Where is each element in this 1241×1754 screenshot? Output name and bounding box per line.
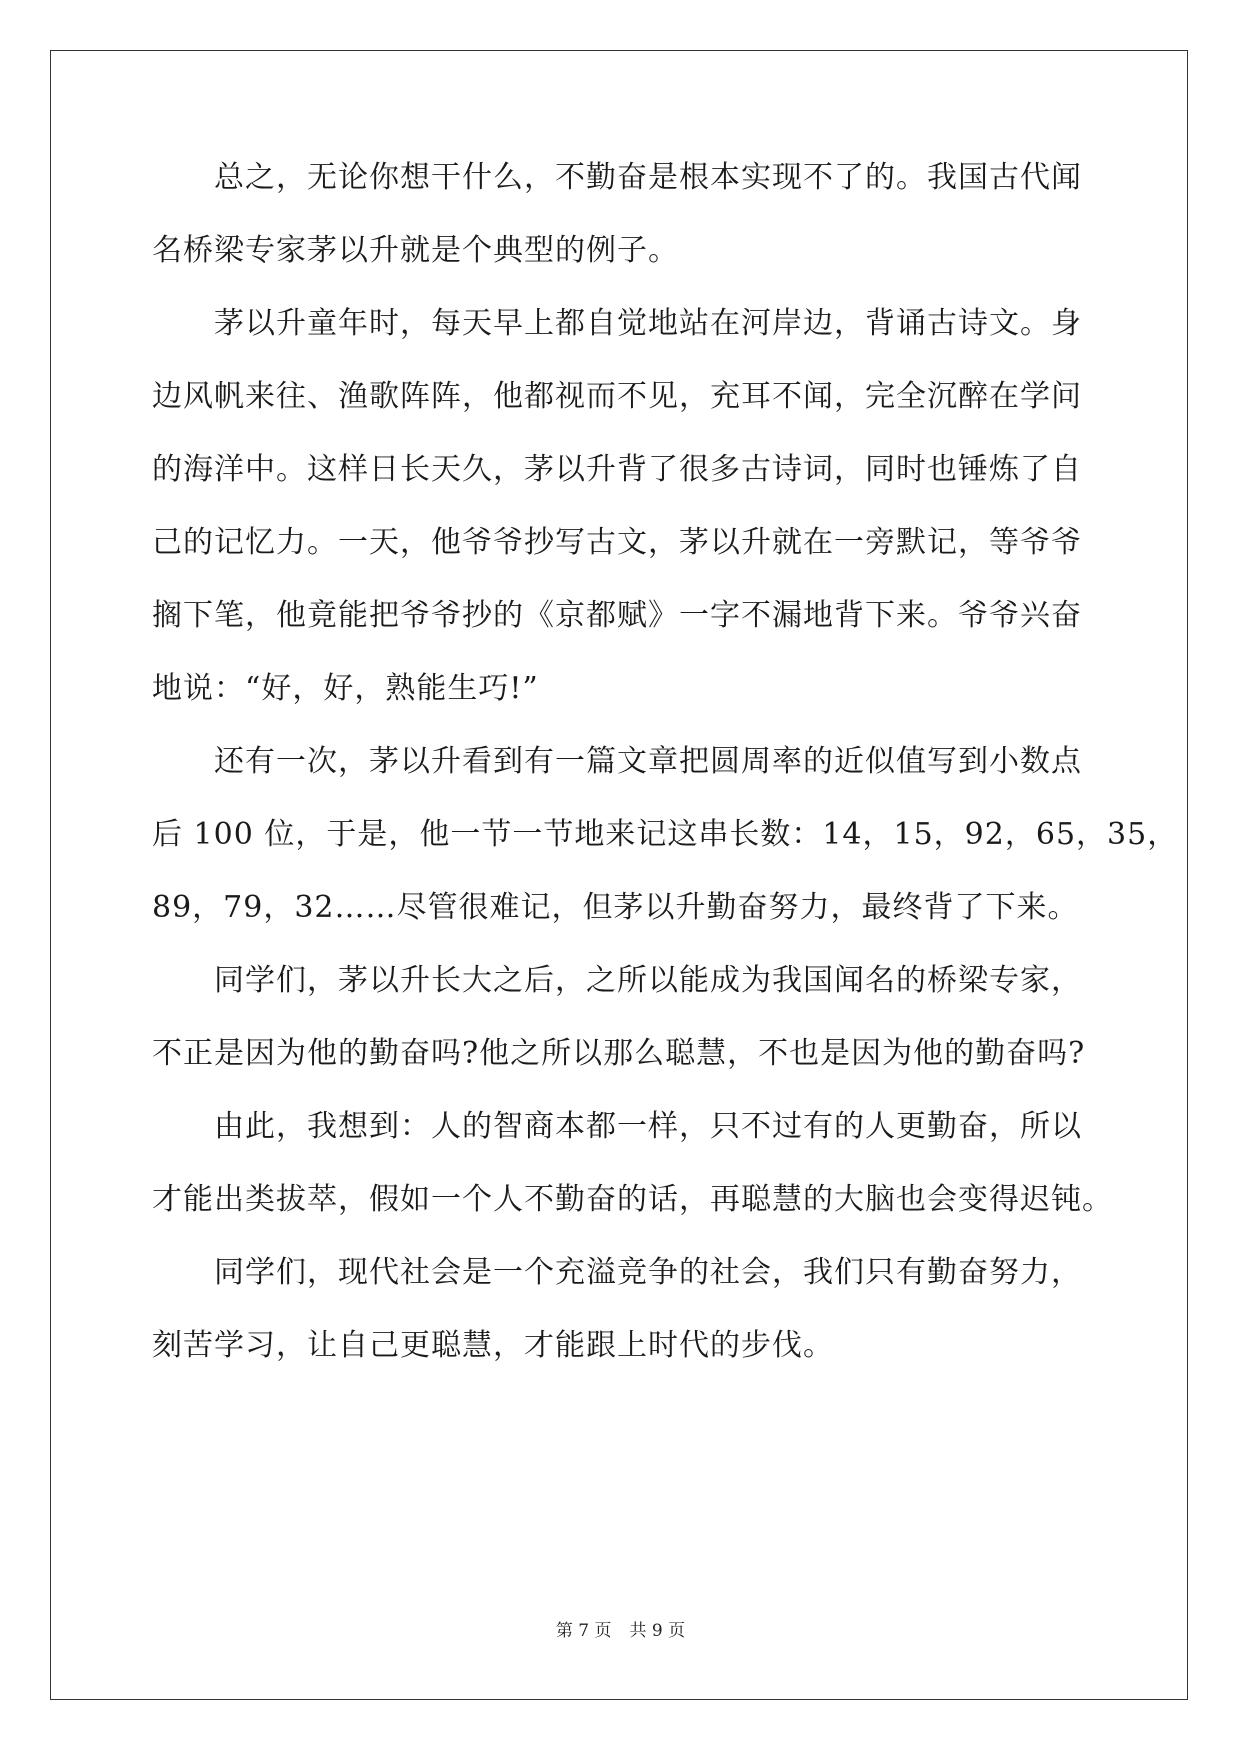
text-line: 后 100 位，于是，他一节一节地来记这串长数：14，15，92，65，35， [152, 817, 1179, 852]
text-line: 名桥梁专家茅以升就是个典型的例子。 [152, 233, 679, 268]
text-line: 总之，无论你想干什么，不勤奋是根本实现不了的。我国古代闻 [152, 160, 1082, 195]
text-line: 同学们，茅以升长大之后，之所以能成为我国闻名的桥梁专家， [152, 963, 1082, 998]
text-line: 同学们，现代社会是一个充溢竞争的社会，我们只有勤奋努力， [152, 1255, 1082, 1290]
text-line: 的海洋中。这样日长天久，茅以升背了很多古诗词，同时也锤炼了自 [152, 452, 1082, 487]
text-line: 由此，我想到：人的智商本都一样，只不过有的人更勤奋，所以 [152, 1109, 1082, 1144]
text-line: 搁下笔，他竟能把爷爷抄的《京都赋》一字不漏地背下来。爷爷兴奋 [152, 598, 1082, 633]
page-border [50, 50, 1188, 1700]
text-line: 刻苦学习，让自己更聪慧，才能跟上时代的步伐。 [152, 1328, 834, 1363]
text-line: 边风帆来往、渔歌阵阵，他都视而不见，充耳不闻，完全沉醉在学问 [152, 379, 1082, 414]
text-line: 茅以升童年时，每天早上都自觉地站在河岸边，背诵古诗文。身 [152, 306, 1082, 341]
page-total: 共 9 页 [629, 1621, 686, 1641]
page-number: 第 7 页 [555, 1621, 612, 1641]
text-line: 还有一次，茅以升看到有一篇文章把圆周率的近似值写到小数点 [152, 744, 1082, 779]
text-line: 己的记忆力。一天，他爷爷抄写古文，茅以升就在一旁默记，等爷爷 [152, 525, 1082, 560]
text-line: 不正是因为他的勤奋吗?他之所以那么聪慧，不也是因为他的勤奋吗? [152, 1036, 1086, 1071]
text-line: 才能出类拔萃，假如一个人不勤奋的话，再聪慧的大脑也会变得迟钝。 [152, 1182, 1113, 1217]
page-footer [0, 1621, 1241, 1641]
text-line: 89，79，32……尽管很难记，但茅以升勤奋努力，最终背了下来。 [152, 890, 1079, 925]
text-line: 地说：“好，好，熟能生巧!” [152, 671, 539, 706]
